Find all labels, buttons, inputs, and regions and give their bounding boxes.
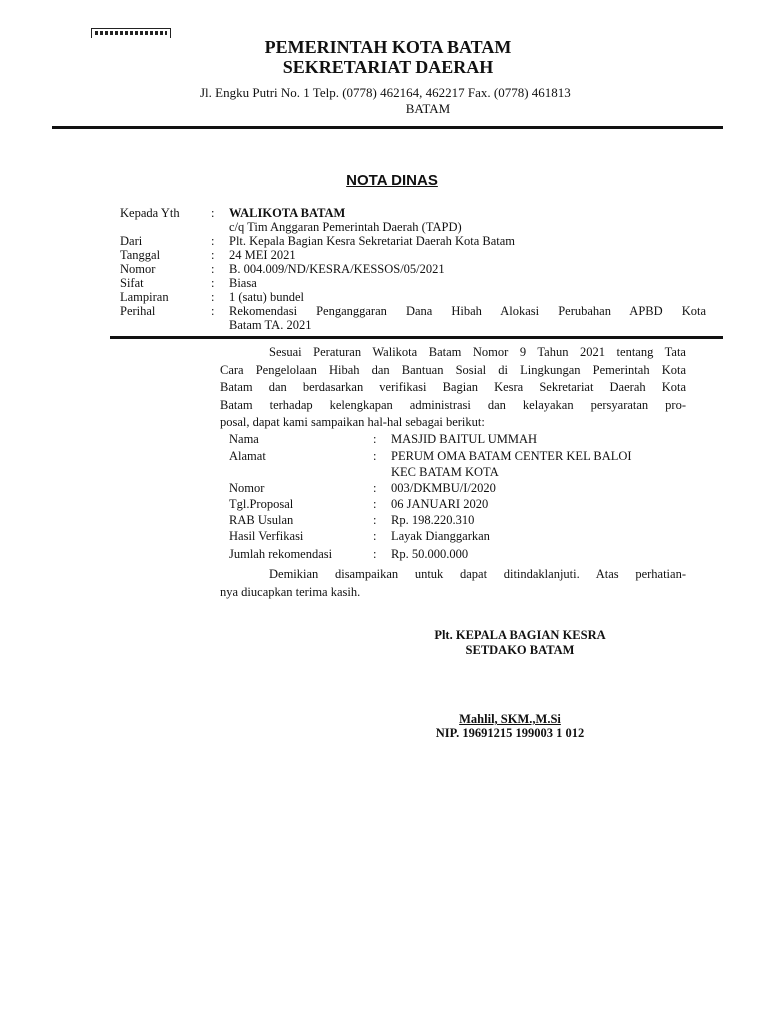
detail-colon: : bbox=[373, 497, 377, 511]
header-value-tanggal: 24 MEI 2021 bbox=[229, 248, 296, 262]
header-label-sifat: Sifat bbox=[120, 276, 144, 290]
intro-paragraph bbox=[220, 344, 686, 432]
signatory-name: Mahlil, SKM.,M.Si bbox=[459, 712, 561, 726]
detail-value-nama: MASJID BAITUL UMMAH bbox=[391, 432, 538, 446]
detail-value-alamat-cont: KEC BATAM KOTA bbox=[391, 465, 499, 479]
intro-line: posal, dapat kami sampaikan hal-hal sebagai berikut: bbox=[220, 415, 485, 429]
detail-colon: : bbox=[373, 529, 377, 543]
header-value-nomor: B. 004.009/ND/KESRA/KESSOS/05/2021 bbox=[229, 262, 445, 276]
detail-value-tgl-proposal: 06 JANUARI 2020 bbox=[391, 497, 489, 511]
letterhead-city: BATAM bbox=[405, 101, 451, 116]
detail-colon: : bbox=[373, 432, 377, 446]
header-value-lampiran: 1 (satu) bundel bbox=[229, 290, 304, 304]
header-colon: : bbox=[211, 290, 215, 304]
signature-office: SETDAKO BATAM bbox=[465, 643, 575, 657]
detail-value-alamat: PERUM OMA BATAM CENTER KEL BALOI bbox=[391, 449, 632, 463]
closing-line: Demikian disampaikan untuk dapat ditindaklanjuti. Atas perhatian- bbox=[269, 567, 686, 581]
detail-label-nama: Nama bbox=[229, 432, 259, 446]
header-label-perihal: Perihal bbox=[120, 304, 156, 318]
letterhead-address: Jl. Engku Putri No. 1 Telp. (0778) 462164, 462217 Fax. (0778) 461813 bbox=[200, 85, 571, 100]
letterhead-government: PEMERINTAH KOTA BATAM bbox=[264, 37, 512, 57]
letterhead-divider bbox=[52, 126, 723, 129]
letterhead-secretariat: SEKRETARIAT DAERAH bbox=[282, 57, 494, 77]
intro-line: Sesuai Peraturan Walikota Batam Nomor 9 Tahun 2021 tentang Tata bbox=[269, 345, 686, 359]
signature-position: Plt. KEPALA BAGIAN KESRA bbox=[434, 628, 606, 642]
intro-line: Batam terhadap kelengkapan administrasi dan kelayakan persyaratan pro- bbox=[220, 397, 686, 412]
letterhead-logo-pattern bbox=[95, 31, 167, 35]
detail-label-tgl-proposal: Tgl.Proposal bbox=[229, 497, 294, 511]
detail-value-jumlah: Rp. 50.000.000 bbox=[391, 547, 469, 561]
detail-colon: : bbox=[373, 449, 377, 463]
header-colon: : bbox=[211, 304, 215, 318]
detail-colon: : bbox=[373, 513, 377, 527]
intro-line: Cara Pengelolaan Hibah dan Bantuan Sosial di Lingkungan Pemerintah Kota bbox=[220, 362, 686, 377]
detail-label-verifikasi: Hasil Verfikasi bbox=[229, 529, 304, 543]
header-label-dari: Dari bbox=[120, 234, 143, 248]
header-value-sifat: Biasa bbox=[229, 276, 257, 290]
detail-colon: : bbox=[373, 481, 377, 495]
detail-value-rab: Rp. 198.220.310 bbox=[391, 513, 475, 527]
header-colon: : bbox=[211, 262, 215, 276]
header-value-dari: Plt. Kepala Bagian Kesra Sekretariat Daerah Kota Batam bbox=[229, 234, 515, 248]
header-label-nomor: Nomor bbox=[120, 262, 156, 276]
signatory-nip: NIP. 19691215 199003 1 012 bbox=[435, 726, 585, 740]
detail-label-nomor: Nomor bbox=[229, 481, 265, 495]
header-label-tanggal: Tanggal bbox=[120, 248, 161, 262]
detail-label-rab: RAB Usulan bbox=[229, 513, 294, 527]
header-colon: : bbox=[211, 234, 215, 248]
closing-line: nya diucapkan terima kasih. bbox=[220, 584, 361, 599]
header-divider bbox=[110, 336, 723, 339]
detail-colon: : bbox=[373, 547, 377, 561]
detail-label-alamat: Alamat bbox=[229, 449, 266, 463]
header-value-perihal: Rekomendasi Penganggaran Dana Hibah Alokasi Perubahan APBD Kota bbox=[229, 304, 706, 318]
header-colon: : bbox=[211, 206, 215, 220]
closing-paragraph bbox=[220, 566, 686, 601]
header-value-kepada: WALIKOTA BATAM bbox=[229, 206, 346, 220]
header-label-kepada: Kepada Yth bbox=[120, 206, 180, 220]
header-label-lampiran: Lampiran bbox=[120, 290, 169, 304]
detail-label-jumlah: Jumlah rekomendasi bbox=[229, 547, 333, 561]
header-value-perihal-cont: Batam TA. 2021 bbox=[229, 318, 312, 332]
detail-value-nomor: 003/DKMBU/I/2020 bbox=[391, 481, 496, 495]
header-colon: : bbox=[211, 248, 215, 262]
document-title: NOTA DINAS bbox=[346, 172, 438, 189]
detail-value-verifikasi: Layak Dianggarkan bbox=[391, 529, 490, 543]
intro-line: Batam dan berdasarkan verifikasi Bagian Kesra Sekretariat Daerah Kota bbox=[220, 380, 686, 394]
header-value-cq: c/q Tim Anggaran Pemerintah Daerah (TAPD) bbox=[229, 220, 462, 234]
header-colon: : bbox=[211, 276, 215, 290]
